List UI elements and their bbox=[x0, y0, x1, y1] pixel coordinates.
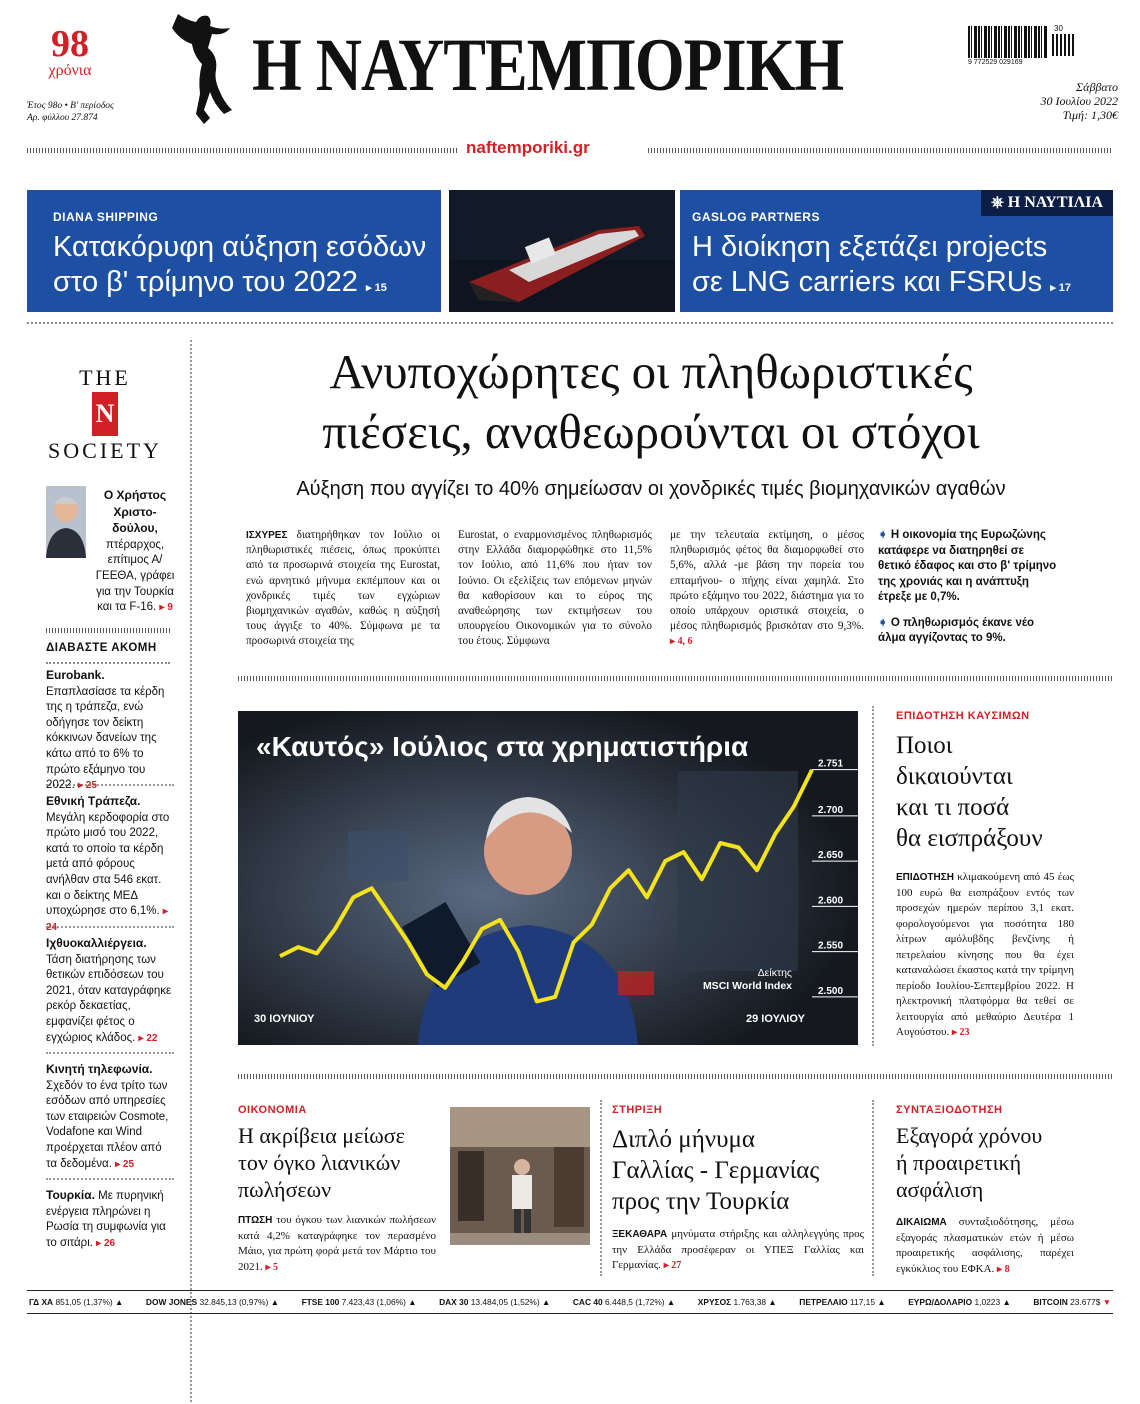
list-item[interactable]: Τουρκία. Με πυρηνική ενέργεια πληρώνει η Ρωσία τη συμφωνία για το σιτάρι. ▸ 26 bbox=[46, 1188, 166, 1249]
support-story[interactable] bbox=[612, 1104, 864, 1274]
bullet-arrow-icon: ➧ bbox=[878, 529, 888, 541]
ship-wheel-icon: ⎈ bbox=[990, 194, 1004, 211]
lead-column-3: με την τελευταία εκτίμηση, ο μέσος πληθωρισμός φέτος θα διαμορφωθεί στο 5,6%, αλλά -με βάση την πορεία του επταμήνου- ο πήχης είναι χαμηλά. Στο πρώτο εξάμηνο του 2022, διάστημα για το οποίο υπάρχουν οριστικά στοιχεία, ο μέσος πληθωρισμός βρισκόταν στο 9,3%. ▸ 4, 6 bbox=[670, 529, 864, 648]
chart-legend: Δείκτης MSCI World Index bbox=[702, 967, 792, 992]
issue-date: 30 Ιουλίου 2022 bbox=[1040, 94, 1118, 108]
ship-photo bbox=[449, 190, 675, 312]
y-tick-label: 2.500 bbox=[818, 985, 844, 997]
x-end-label: 29 ΙΟΥΛΙΟΥ bbox=[746, 1013, 805, 1025]
barcode-digits: 9 772529 029169 bbox=[968, 59, 1023, 66]
author-photo bbox=[46, 486, 86, 558]
ticker-item: ΓΔ ΧΑ 851,05 (1,37%) ▲ bbox=[29, 1297, 124, 1307]
ticker-item: BITCOIN 23.677$ ▼ bbox=[1033, 1297, 1111, 1307]
market-ticker bbox=[27, 1290, 1113, 1314]
issue-date-block bbox=[1040, 80, 1118, 122]
fuel-headline: Ποιοι δικαιούνται και τι ποσά θα εισπράξουν bbox=[896, 732, 1043, 852]
shoppers-photo bbox=[450, 1107, 590, 1245]
banner-right-headline: Η διοίκηση εξετάζει projects σε LNG carriers και FSRUs ▸ 17 bbox=[692, 231, 1072, 298]
bullet-arrow-icon: ➧ bbox=[878, 616, 888, 629]
ticker-item: ΠΕΤΡΕΛΑΙΟ 117,15 ▲ bbox=[799, 1297, 886, 1307]
lead-column-2: Eurostat, ο εναρμονισμένος πληθωρισμός στην Ελλάδα διαμορφώθηκε στο 11,5% τον Ιούλιο, από 11,6% που ήταν τον Ιούνιο. Οι εξελίξεις των επόμενων μηνών θα καθορίσουν και το εύρος της αναθεώρησης των εκτιμήσεων του υπουργείου Οικονομικών για το σύνολο του έτους. Σύμφωνα bbox=[458, 529, 652, 648]
economy-kicker: ΟΙΚΟΝΟΜΙΑ bbox=[238, 1104, 307, 1116]
hermes-logo-icon bbox=[168, 8, 246, 133]
list-item[interactable]: Εθνική Τράπεζα. Μεγάλη κερδοφορία στο πρώτο μισό του 2022, κατά το οποίο τα κέρδη μετά από φόρους ανήλθαν στα 546 εκατ. και ο δείκτης ΜΕΔ υποχώρησε στο 6,1%. ▸ 24 bbox=[46, 794, 170, 933]
barcode-addon bbox=[1052, 34, 1074, 56]
banner-right-kicker: GASLOG PARTNERS bbox=[692, 210, 820, 224]
lead-subhead: Αύξηση που αγγίζει το 40% σημείωσαν οι χονδρικές τιμές βιομηχανικών αγαθών bbox=[296, 478, 1006, 500]
y-tick-label: 2.751 bbox=[818, 758, 844, 770]
support-headline: Διπλό μήνυμα Γαλλίας - Γερμανίας προς την Τουρκία bbox=[612, 1126, 820, 1215]
ticker-item: DAX 30 13.484,05 (1,52%) ▲ bbox=[439, 1297, 551, 1307]
y-tick-label: 2.700 bbox=[818, 804, 844, 816]
list-item[interactable]: Κινητή τηλεφωνία. Σχεδόν το ένα τρίτο των εσόδων από υπηρεσίες των εταιρειών Cosmote, Vodafone και Wind προέρχεται πλέον από τα δεδομένα. ▸ 25 bbox=[46, 1062, 169, 1170]
banner-left[interactable] bbox=[27, 190, 441, 312]
newspaper-title[interactable]: Η ΝΑΥΤΕΜΠΟΡΙΚΗ bbox=[252, 22, 844, 107]
ticker-item: ΧΡΥΣΟΣ 1.763,38 ▲ bbox=[697, 1297, 777, 1307]
issue-day: Σάββατο bbox=[1076, 80, 1118, 94]
lead-column-1: ΙΣΧΥΡΕΣ διατηρήθηκαν τον Ιούλιο οι πληθωριστικές πιέσεις, όπως προκύπτει από τα προσωρινά στοιχεία της Eurostat, ενώ αρνητικό μήνυμα εκπέμπουν και οι χονδρικές τιμές των εγχώριων βιομηχανικών αγαθών, καθώς η αύξησή τους άγγιξε το 40%. Σύμφωνα με τα προσωρινά στοιχεία της bbox=[246, 529, 440, 648]
read-more-heading: ΔΙΑΒΑΣΤΕ ΑΚΟΜΗ bbox=[46, 642, 157, 654]
issue-info: Έτος 98ο • Β' περίοδος Αρ. φύλλου 27.874 bbox=[27, 101, 114, 123]
y-tick-label: 2.550 bbox=[818, 940, 844, 952]
lead-bullet: ➧ Ο πληθωρισμός έκανε νέο άλμα αγγίζοντας το 9%. bbox=[878, 616, 1035, 644]
ticker-item: DOW JONES 32.845,13 (0,97%) ▲ bbox=[145, 1297, 279, 1307]
x-start-label: 30 ΙΟΥΝΙΟΥ bbox=[254, 1013, 315, 1025]
pension-body: ΔΙΚΑΙΩΜΑ συνταξιοδότησης, μέσω εξαγοράς πλασματικών ετών ή μέσω προαιρετικής ασφάλισης, παρέχει εγκύκλιος του ΕΦΚΑ. ▸ 8 bbox=[896, 1216, 1074, 1275]
read-more-list bbox=[46, 668, 174, 1251]
ticker-item: FTSE 100 7.423,43 (1,06%) ▲ bbox=[301, 1297, 417, 1307]
banner-left-headline: Κατακόρυφη αύξηση εσόδων στο β' τρίμηνο του 2022 ▸ 15 bbox=[53, 231, 427, 298]
pension-kicker: ΣΥΝΤΑΞΙΟΔΟΤΗΣΗ bbox=[896, 1104, 1003, 1116]
author-blurb: Ο Χρήστος Χριστο-δούλου, πτέραρχος, επίτιμος Α/ΓΕΕΘΑ, γράφει για την Τουρκία και τα F-16. ▸ 9 bbox=[95, 488, 175, 614]
anniversary-years bbox=[38, 23, 102, 80]
lead-headline[interactable]: Ανυποχώρητες οι πληθωριστικές πιέσεις, αναθεωρούνται οι στόχοι bbox=[322, 344, 980, 459]
chart-title: «Καυτός» Ιούλιος στα χρηματιστήρια bbox=[256, 731, 749, 762]
lead-bullets bbox=[878, 528, 1058, 647]
y-tick-label: 2.600 bbox=[818, 895, 844, 907]
pension-story[interactable] bbox=[896, 1104, 1074, 1277]
economy-story[interactable] bbox=[238, 1104, 436, 1275]
website-link[interactable]: naftemporiki.gr bbox=[466, 138, 590, 157]
the-n-society-logo[interactable]: THE N SOCIETY bbox=[48, 365, 162, 463]
fuel-kicker: ΕΠΙΔΟΤΗΣΗ ΚΑΥΣΙΜΩΝ bbox=[896, 710, 1030, 722]
years-word: χρόνια bbox=[48, 62, 92, 79]
list-item[interactable]: Eurobank. Επαπλασίασε τα κέρδη της η τράπεζα, ενώ οδήγησε τον δείκτη κόκκινων δανείων της κάτω από το 6% το πρώτο εξάμηνο του 2022. ▸ 25 bbox=[46, 668, 165, 792]
barcode bbox=[968, 26, 1048, 66]
support-body: ΞΕΚΑΘΑΡΑ μηνύματα στήριξης και αλληλεγγύης προς την Ελλάδα προσέφεραν οι ΥΠΕΞ Γαλλίας και Γερμανίας. ▸ 27 bbox=[612, 1228, 864, 1271]
pension-headline: Εξαγορά χρόνου ή προαιρετική ασφάλιση bbox=[896, 1123, 1043, 1202]
list-item[interactable]: Ιχθυοκαλλιέργεια. Τάση διατήρησης των θετικών επιδόσεων του 2021, όταν καταγράφηκε ρεκόρ δεκαετίας, εμφανίζει φέτος ο εγχώριος κλάδος. ▸ 22 bbox=[46, 936, 172, 1044]
market-chart bbox=[238, 711, 858, 1045]
barcode-issue: 30 bbox=[1054, 24, 1063, 33]
economy-body: ΠΤΩΣΗ του όγκου των λιανικών πωλήσεων κατά 4,2% καταγράφηκε τον περασμένο Μάιο, για πρώτη φορά μετά τον Μάρτιο του 2021. ▸ 5 bbox=[238, 1214, 437, 1273]
ticker-item: ΕΥΡΩ/ΔΟΛΑΡΙΟ 1,0223 ▲ bbox=[908, 1297, 1011, 1307]
economy-headline: Η ακρίβεια μείωσε τον όγκο λιανικών πωλήσεων bbox=[238, 1123, 405, 1202]
banner-left-kicker: DIANA SHIPPING bbox=[53, 210, 159, 224]
y-tick-label: 2.650 bbox=[818, 850, 844, 862]
support-kicker: ΣΤΗΡΙΞΗ bbox=[612, 1104, 663, 1116]
banner-right[interactable] bbox=[680, 190, 1113, 312]
years-number: 98 bbox=[51, 23, 89, 65]
ticker-item: CAC 40 6.448,5 (1,72%) ▲ bbox=[572, 1297, 676, 1307]
fuel-story[interactable] bbox=[896, 710, 1074, 1041]
fuel-body: ΕΠΙΔΟΤΗΣΗ κλιμακούμενη από 45 έως 100 ευρώ θα εισπράξουν εντός των προσεχών ημερών περίπου 3,1 εκατ. φορολογούμενοι για ποσότητα 180 λίτρων αμόλυβδης βενζίνης ή πετρελαίου κίνησης που θα έχει καταναλώσει έκαστος κατά την τρίμηνη περίοδο Ιουλίου-Σεπτεμβρίου 2022. Η ηλεκτρονική πλατφόρμα θα τεθεί σε λειτουργία από μεθαύριο Δευτέρα 1 Αυγούστου. ▸ 23 bbox=[896, 871, 1074, 1038]
nautilia-badge: ⎈ Η ΝΑΥΤΙΛΙΑ bbox=[981, 190, 1113, 216]
lead-bullet: ➧ Η οικονομία της Ευρωζώνης κατάφερε να διατηρηθεί σε θετικό έδαφος και στο β' τρίμηνο της χρονιάς και η ανάπτυξη έτρεξε με 0,7%. bbox=[878, 529, 1057, 603]
issue-price: Τιμή: 1,30€ bbox=[1062, 108, 1118, 122]
